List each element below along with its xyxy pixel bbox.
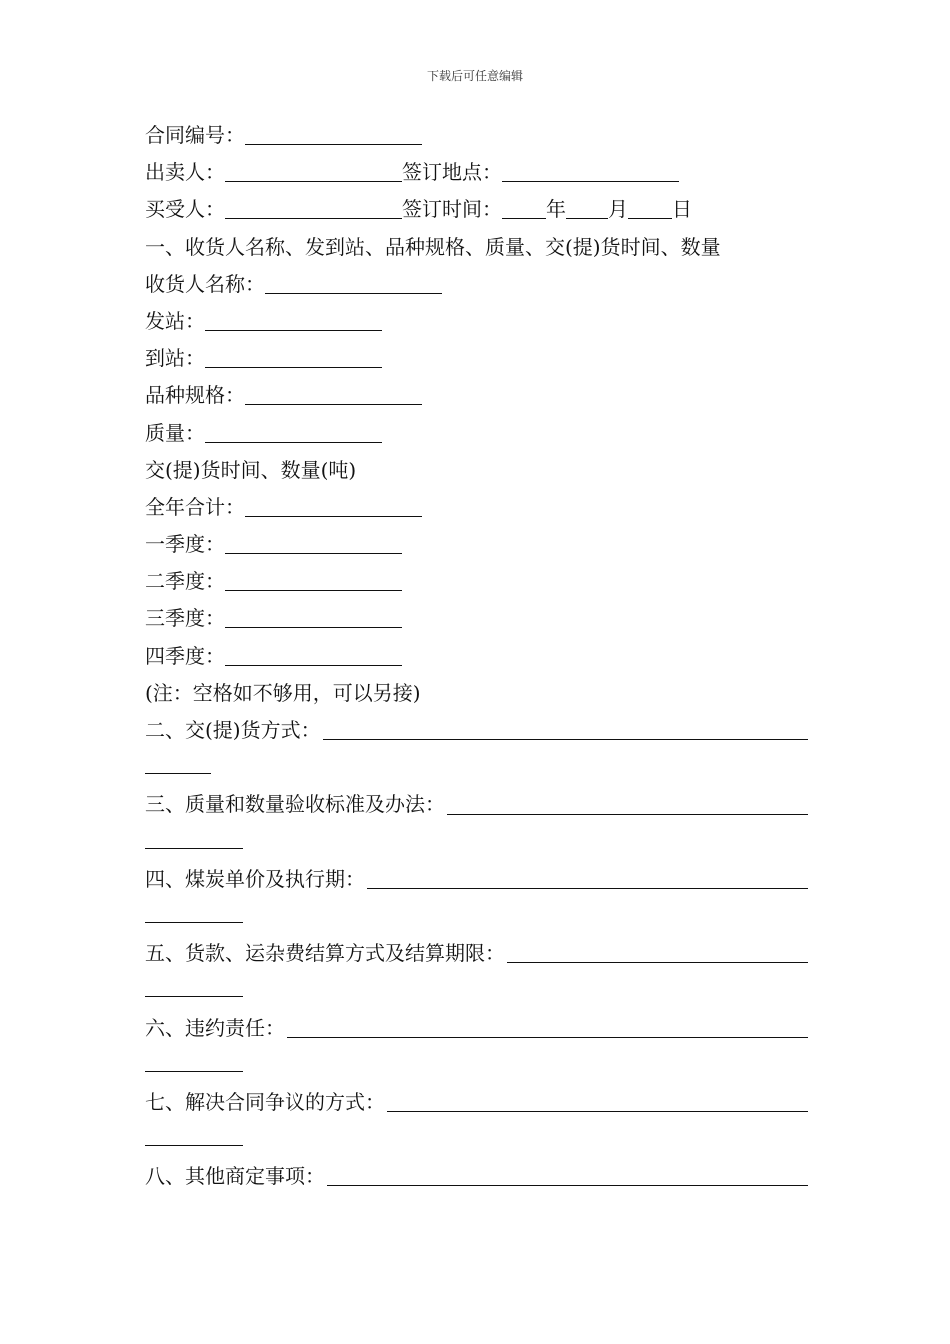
section-6-label: 六、违约责任： bbox=[145, 1015, 285, 1040]
section-2-line bbox=[145, 712, 808, 749]
section-2-blank[interactable] bbox=[323, 712, 808, 740]
q4-line bbox=[145, 638, 808, 675]
annual-label: 全年合计： bbox=[145, 494, 245, 519]
spec-label: 品种规格： bbox=[145, 383, 245, 408]
q1-blank[interactable] bbox=[225, 531, 402, 554]
sign-time-label: 签订时间： bbox=[402, 197, 502, 222]
q2-line bbox=[145, 563, 808, 600]
section-6-line bbox=[145, 1010, 808, 1047]
q2-blank[interactable] bbox=[225, 568, 402, 591]
buyer-blank[interactable] bbox=[225, 196, 402, 219]
section-3-continuation bbox=[145, 824, 808, 861]
note-line: (注：空格如不够用，可以另接) bbox=[145, 680, 421, 705]
seller-label: 出卖人： bbox=[145, 160, 225, 185]
contract-no-line bbox=[145, 117, 808, 154]
section-4-line bbox=[145, 861, 808, 898]
section-5-continuation bbox=[145, 972, 808, 1009]
section-5-blank[interactable] bbox=[507, 935, 808, 963]
consignee-blank[interactable] bbox=[265, 271, 442, 294]
section-2-continuation bbox=[145, 749, 808, 786]
buyer-line bbox=[145, 191, 808, 228]
depart-label: 发站： bbox=[145, 308, 205, 333]
arrive-label: 到站： bbox=[145, 346, 205, 371]
section-4-blank-tail[interactable] bbox=[145, 898, 243, 923]
page-header: 下载后可任意编辑 bbox=[426, 69, 523, 83]
month-blank[interactable] bbox=[566, 196, 608, 219]
section-7-label: 七、解决合同争议的方式： bbox=[145, 1089, 385, 1114]
day-label: 日 bbox=[672, 197, 692, 222]
section-6-continuation bbox=[145, 1047, 808, 1084]
section-4-continuation bbox=[145, 898, 808, 935]
month-label: 月 bbox=[608, 197, 628, 222]
consignee-line bbox=[145, 266, 808, 303]
q4-blank[interactable] bbox=[225, 643, 402, 666]
quality-blank[interactable] bbox=[205, 420, 382, 443]
q3-blank[interactable] bbox=[225, 605, 402, 628]
section-4-blank[interactable] bbox=[367, 861, 808, 889]
seller-line bbox=[145, 154, 808, 191]
contract-no-blank[interactable] bbox=[245, 122, 422, 145]
section-7-line bbox=[145, 1084, 808, 1121]
annual-line bbox=[145, 489, 808, 526]
section-1-heading: 一、收货人名称、发到站、品种规格、质量、交(提)货时间、数量 bbox=[145, 234, 721, 259]
q2-label: 二季度： bbox=[145, 569, 225, 594]
section-5-line bbox=[145, 935, 808, 972]
spec-blank[interactable] bbox=[245, 382, 422, 405]
delivery-qty-heading: 交(提)货时间、数量(吨) bbox=[145, 457, 357, 482]
section-7-continuation bbox=[145, 1121, 808, 1158]
section-7-blank[interactable] bbox=[387, 1084, 808, 1112]
day-blank[interactable] bbox=[628, 196, 672, 219]
section-8-blank[interactable] bbox=[327, 1158, 808, 1186]
consignee-label: 收货人名称： bbox=[145, 271, 265, 296]
q4-label: 四季度： bbox=[145, 643, 225, 668]
arrive-blank[interactable] bbox=[205, 345, 382, 368]
depart-line bbox=[145, 303, 808, 340]
seller-blank[interactable] bbox=[225, 159, 402, 182]
section-4-label: 四、煤炭单价及执行期： bbox=[145, 866, 365, 891]
year-blank[interactable] bbox=[502, 196, 546, 219]
annual-blank[interactable] bbox=[245, 494, 422, 517]
section-5-label: 五、货款、运杂费结算方式及结算期限： bbox=[145, 941, 505, 966]
contract-no-label: 合同编号： bbox=[145, 123, 245, 147]
quality-line bbox=[145, 415, 808, 452]
spec-line bbox=[145, 377, 808, 414]
quality-label: 质量： bbox=[145, 420, 205, 445]
section-7-blank-tail[interactable] bbox=[145, 1121, 243, 1146]
section-2-label: 二、交(提)货方式： bbox=[145, 718, 321, 742]
section-2-blank-tail[interactable] bbox=[145, 749, 211, 774]
q1-line bbox=[145, 526, 808, 563]
contract-body bbox=[145, 117, 808, 1195]
sign-place-label: 签订地点： bbox=[402, 160, 502, 185]
q3-label: 三季度： bbox=[145, 606, 225, 631]
depart-blank[interactable] bbox=[205, 308, 382, 331]
section-3-blank-tail[interactable] bbox=[145, 824, 243, 849]
section-8-line bbox=[145, 1158, 808, 1195]
section-6-blank[interactable] bbox=[287, 1010, 808, 1038]
section-3-label: 三、质量和数量验收标准及办法： bbox=[145, 792, 445, 817]
arrive-line bbox=[145, 340, 808, 377]
section-3-line bbox=[145, 786, 808, 823]
sign-place-blank[interactable] bbox=[502, 159, 679, 182]
year-label: 年 bbox=[546, 197, 566, 222]
section-3-blank[interactable] bbox=[447, 786, 808, 814]
section-8-label: 八、其他商定事项： bbox=[145, 1164, 325, 1189]
q3-line bbox=[145, 600, 808, 637]
buyer-label: 买受人： bbox=[145, 197, 225, 222]
section-5-blank-tail[interactable] bbox=[145, 972, 243, 997]
q1-label: 一季度： bbox=[145, 532, 225, 557]
section-6-blank-tail[interactable] bbox=[145, 1047, 243, 1072]
